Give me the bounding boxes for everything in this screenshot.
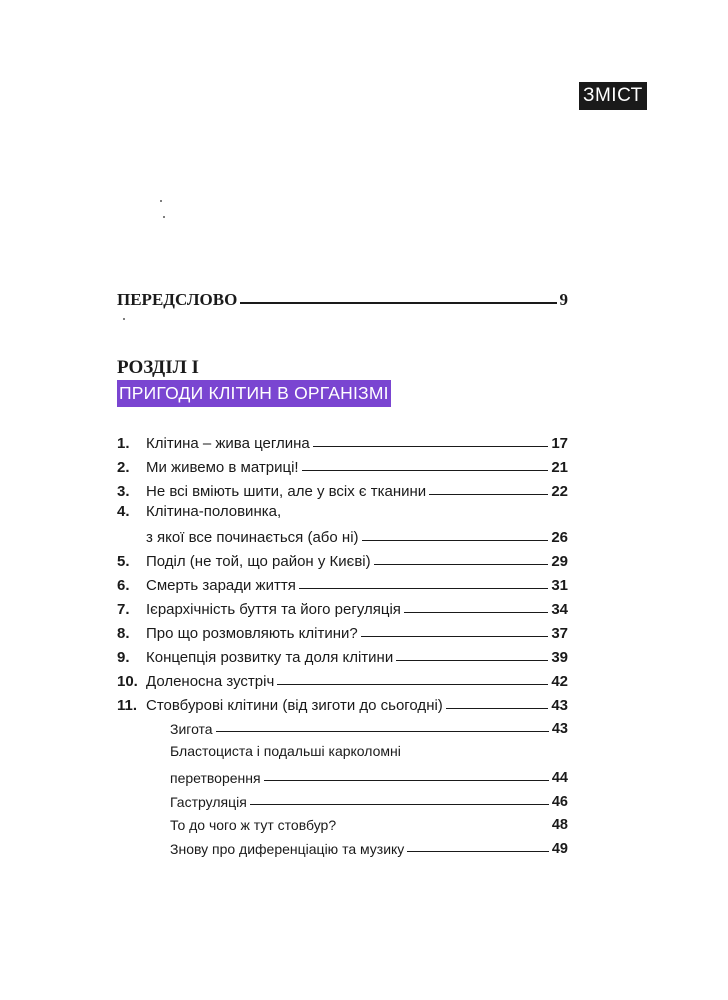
chapter-number: 11. [117, 697, 138, 714]
chapter-number: 10. [117, 673, 138, 690]
toc-page-number: 42 [551, 673, 568, 690]
speck [123, 318, 125, 320]
toc-page-number: 34 [551, 601, 568, 618]
leader-line [374, 564, 549, 565]
toc-subentry[interactable] [170, 812, 568, 833]
toc-entry[interactable] [117, 692, 568, 714]
toc-entry[interactable] [117, 620, 568, 642]
toc-page-number: 48 [551, 817, 568, 833]
chapter-number: 2. [117, 459, 130, 476]
toc-page-number: 21 [551, 459, 568, 476]
toc-entry-label: Доленосна зустріч [146, 673, 275, 690]
leader-line [407, 851, 549, 852]
toc-entry-label: Смерть заради життя [146, 577, 296, 594]
toc-entry-first-line[interactable] [117, 501, 281, 523]
page-title: ЗМІСТ [579, 82, 647, 110]
leader-line [264, 780, 549, 781]
toc-page-number: 37 [551, 625, 568, 642]
chapter-number: 8. [117, 625, 130, 642]
toc-entry-label: перетворення [170, 770, 261, 786]
toc-entry-label: Не всі вміють шити, але у всіх є тканини [146, 483, 427, 500]
leader-space [339, 827, 549, 828]
toc-page-number: 26 [551, 529, 568, 546]
toc-page-number: 29 [551, 553, 568, 570]
toc-page-number: 31 [551, 577, 568, 594]
toc-entry-label: ПЕРЕДСЛОВО [117, 290, 238, 309]
speck [160, 200, 162, 202]
leader-line [446, 708, 549, 709]
toc-entry[interactable] [117, 454, 568, 476]
toc-entry-label: Концепція розвитку та доля клітини [146, 649, 394, 666]
toc-entry-label: Стовбурові клітини (від зиготи до сьогодні) [146, 697, 443, 714]
toc-page-number: 17 [551, 435, 568, 452]
toc-subentry[interactable] [170, 716, 568, 737]
leader-line [216, 731, 549, 732]
chapter-number: 6. [117, 577, 130, 594]
toc-entry-label: Клітина – жива цеглина [146, 435, 310, 452]
leader-line [361, 636, 549, 637]
chapter-number: 5. [117, 553, 130, 570]
toc-subentry-first-line[interactable]: Бластоциста і подальші карколомні [170, 743, 401, 759]
leader-line [250, 804, 549, 805]
leader-line [404, 612, 548, 613]
toc-entry-label: Клітина-половинка, [146, 503, 282, 520]
toc-page-number: 43 [551, 697, 568, 714]
chapter-number: 1. [117, 435, 130, 452]
toc-entry[interactable] [117, 548, 568, 570]
leader-line [396, 660, 548, 661]
toc-entry-label: Гаструляція [170, 794, 247, 810]
toc-entry-label: з якої все починається (або ні) [146, 529, 359, 546]
chapter-number: 3. [117, 483, 130, 500]
toc-entry-label: То до чого ж тут стовбур? [170, 817, 337, 833]
toc-entry-label: Знову про диференціацію та музику [170, 841, 405, 857]
toc-page-number: 49 [551, 841, 568, 857]
leader-line [299, 588, 548, 589]
toc-entry-label: Про що розмовляють клітини? [146, 625, 358, 642]
toc-entry[interactable] [117, 668, 568, 690]
leader-line [313, 446, 549, 447]
section-label: РОЗДІЛ І [117, 357, 199, 378]
toc-subentry[interactable] [170, 789, 568, 810]
chapter-number: 7. [117, 601, 130, 618]
toc-entry-continuation[interactable] [146, 524, 568, 546]
toc-entry[interactable] [117, 572, 568, 594]
section-subtitle: ПРИГОДИ КЛІТИН В ОРГАНІЗМІ [117, 380, 391, 407]
toc-entry-label: Ми живемо в матриці! [146, 459, 299, 476]
toc-subentry[interactable] [170, 836, 568, 857]
toc-entry[interactable] [117, 478, 568, 500]
toc-entry-foreword[interactable] [117, 286, 568, 310]
toc-entry[interactable] [117, 596, 568, 618]
toc-entry-label: Зигота [170, 721, 213, 737]
toc-page-number: 44 [551, 770, 568, 786]
toc-page-number: 43 [551, 721, 568, 737]
leader-line [277, 684, 548, 685]
leader-line [429, 494, 548, 495]
toc-subentry-continuation[interactable] [170, 765, 568, 786]
chapter-number: 9. [117, 649, 130, 666]
leader-line [302, 470, 549, 471]
toc-page-number: 46 [551, 794, 568, 810]
toc-page-number: 22 [551, 483, 568, 500]
leader-line [362, 540, 549, 541]
toc-entry-label: Поділ (не той, що район у Києві) [146, 553, 371, 570]
leader-line [240, 302, 556, 304]
toc-page-number: 9 [559, 290, 568, 309]
toc-page-number: 39 [551, 649, 568, 666]
toc-entry-label: Ієрархічність буття та його регуляція [146, 601, 401, 618]
toc-entry[interactable] [117, 430, 568, 452]
speck [163, 216, 165, 218]
toc-entry[interactable] [117, 644, 568, 666]
chapter-number: 4. [117, 503, 130, 520]
